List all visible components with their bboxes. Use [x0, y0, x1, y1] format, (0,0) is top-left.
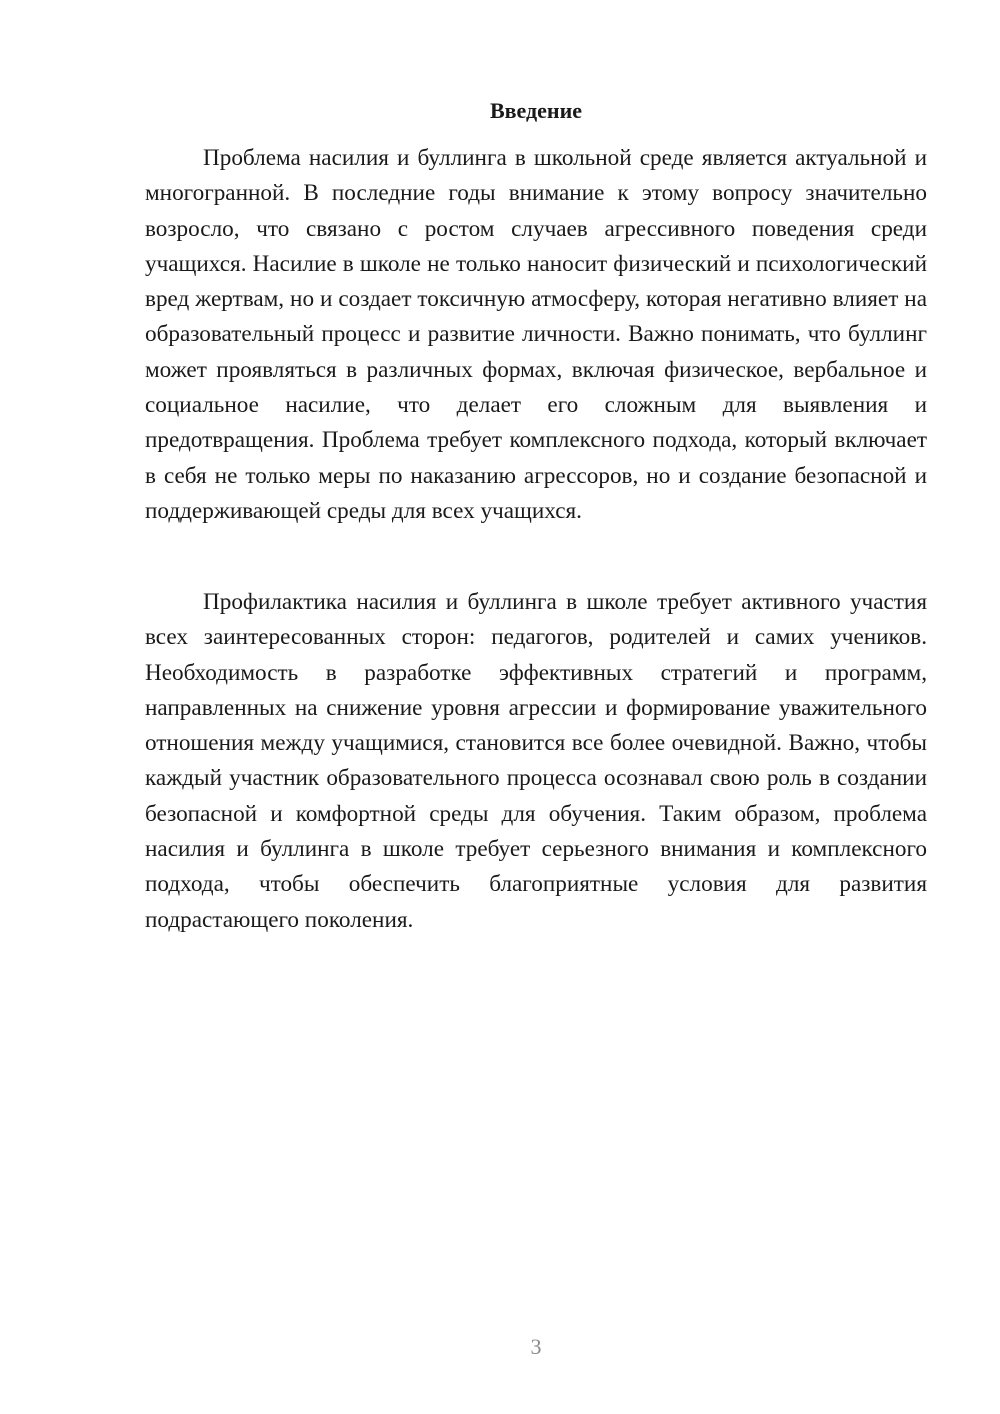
page-number: 3: [530, 1334, 542, 1359]
paragraph-2: Профилактика насилия и буллинга в школе требует активного участия всех заинтересованных сторон: педагогов, родителей и самих учеников. Необходимость в разработке эффективных стратегий и программ, направленных на снижение уровня агрессии и формирование уважительного отношения между учащимися, становится все более очевидной. Важно, чтобы каждый участник образовательного процесса осознавал свою роль в создании безопасной и комфортной среды для обучения. Таким образом, проблема насилия и буллинга в школе требует серьезного внимания и комплексного подхода, чтобы обеспечить благоприятные условия для развития подрастающего поколения.: [145, 589, 927, 933]
section-title: Введение: [489, 98, 583, 123]
paragraph-1: Проблема насилия и буллинга в школьной среде является актуальной и многогранной. В последние годы внимание к этому вопросу значительно возросло, что связано с ростом случаев агрессивного поведения среди учащихся. Насилие в школе не только наносит физический и психологический вред жертвам, но и создает токсичную атмосферу, которая негативно влияет на образовательный процесс и развитие личности. Важно понимать, что буллинг может проявляться в различных формах, включая физическое, вербальное и социальное насилие, что делает его сложным для выявления и предотвращения. Проблема требует комплексного подхода, который включает в себя не только меры по наказанию агрессоров, но и создание безопасной и поддерживающей среды для всех учащихся.: [145, 145, 927, 524]
